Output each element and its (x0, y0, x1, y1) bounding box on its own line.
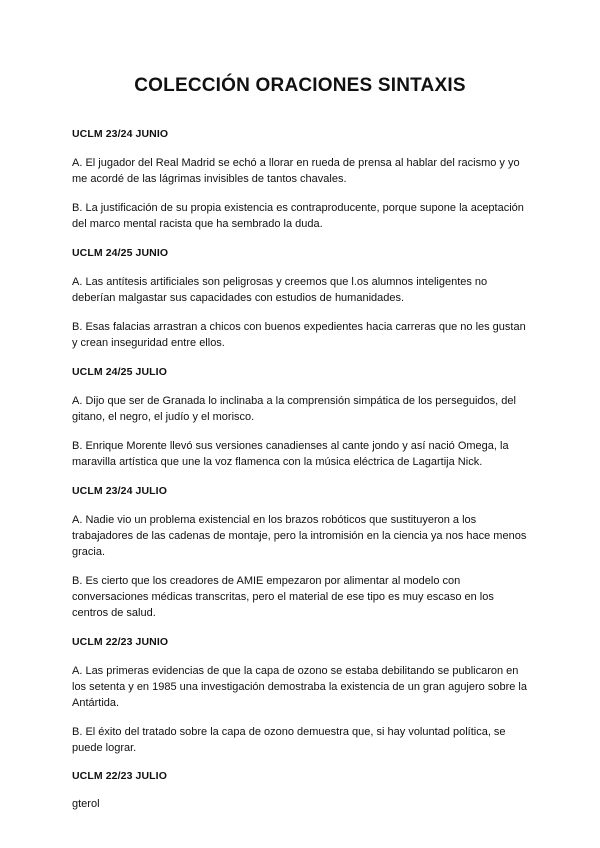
section-uclm-22-23-junio (72, 634, 532, 756)
section-uclm-23-24-julio (72, 483, 532, 621)
document-body (72, 126, 532, 797)
sentence-b: B. La justificación de su propia existencia es contraproducente, porque supone la aceptación del marco mental racista que ha sembrado la duda. (72, 202, 524, 230)
section-heading: UCLM 23/24 JULIO (72, 485, 167, 497)
section-heading: UCLM 22/23 JUNIO (72, 636, 169, 648)
sentence-a: A. Las antítesis artificiales son peligrosas y creemos que l.os alumnos inteligentes no deberían malgastar sus capacidades con estudios de humanidades. (72, 276, 488, 304)
sentence-b: B. Enrique Morente llevó sus versiones canadienses al cante jondo y así nació Omega, la maravilla artística que une la voz flamenca con la música eléctrica de Lagartija Nick. (72, 440, 509, 468)
section-heading: UCLM 24/25 JUNIO (72, 247, 169, 259)
sentence-a: A. Dijo que ser de Granada lo inclinaba a la comprensión simpática de los perseguidos, del gitano, el negro, el judío y el morisco. (72, 395, 516, 423)
sentence-a: A. Las primeras evidencias de que la capa de ozono se estaba debilitando se publicaron en los setenta y en 1985 una investigación demostraba la existencia de un gran agujero sobre la Antártida. (72, 665, 527, 709)
section-uclm-22-23-julio (72, 768, 532, 784)
section-uclm-23-24-junio (72, 126, 532, 232)
sentence-b: B. Es cierto que los creadores de AMIE empezaron por alimentar al modelo con conversaciones médicas transcritas, pero el material de ese tipo es muy escaso en los centros de salud. (72, 575, 494, 619)
document-title: COLECCIÓN ORACIONES SINTAXIS (134, 75, 466, 96)
section-uclm-24-25-junio (72, 245, 532, 351)
section-heading: UCLM 22/23 JULIO (72, 770, 167, 782)
sentence-b: B. El éxito del tratado sobre la capa de ozono demuestra que, si hay voluntad política, se puede lograr. (72, 726, 506, 754)
sentence-b: B. Esas falacias arrastran a chicos con buenos expedientes hacia carreras que no les gustan y crean inseguridad entre ellos. (72, 321, 526, 349)
section-heading: UCLM 23/24 JUNIO (72, 128, 169, 140)
sentence-a: A. Nadie vio un problema existencial en los brazos robóticos que sustituyeron a los trabajadores de las cadenas de montaje, pero la intromisión en la ciencia ya nos hace menos gracia. (72, 514, 527, 558)
section-heading: UCLM 24/25 JULIO (72, 366, 167, 378)
sentence-a: A. El jugador del Real Madrid se echó a llorar en rueda de prensa al hablar del racismo y yo me acordé de las lágrimas invisibles de tantos chavales. (72, 157, 520, 185)
section-uclm-24-25-julio (72, 364, 532, 470)
author-signature: gterol (72, 798, 100, 810)
